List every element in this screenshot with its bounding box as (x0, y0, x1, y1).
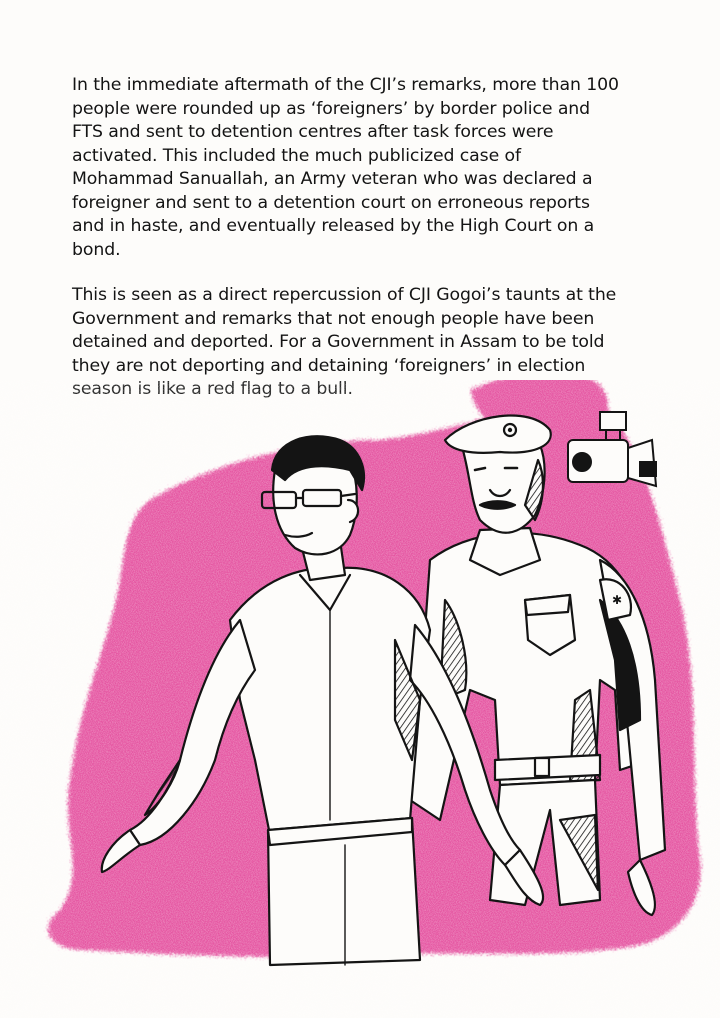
text-line: This is seen as a direct repercussion of CJI Gogoi’s taunts at the (72, 285, 617, 305)
illustration (0, 380, 720, 1018)
text-line: they are not deporting and detaining ‘foreigners’ in election (72, 355, 586, 376)
text-line: people were rounded up as ‘foreigners’ by border police and (72, 98, 591, 119)
text-line: bond. (72, 239, 121, 260)
text-line: detained and deported. For a Government in Assam to be told (72, 332, 605, 352)
text-line: Mohammad Sanuallah, an Army veteran who was declared a (72, 169, 593, 189)
text-line: FTS and sent to detention centres after task forces were (72, 122, 554, 142)
text-line: foreigner and sent to a detention court on erroneous reports (72, 192, 590, 213)
narration-text (72, 74, 672, 424)
text-line: activated. This included the much publicized case of (72, 145, 521, 166)
paragraph-1 (72, 74, 672, 262)
text-line: and in haste, and eventually released by the High Court on a (72, 216, 595, 236)
svg-text:✱: ✱ (612, 593, 623, 607)
text-line: In the immediate aftermath of the CJI’s remarks, more than 100 (72, 75, 619, 95)
text-line: Government and remarks that not enough people have been (72, 308, 595, 329)
